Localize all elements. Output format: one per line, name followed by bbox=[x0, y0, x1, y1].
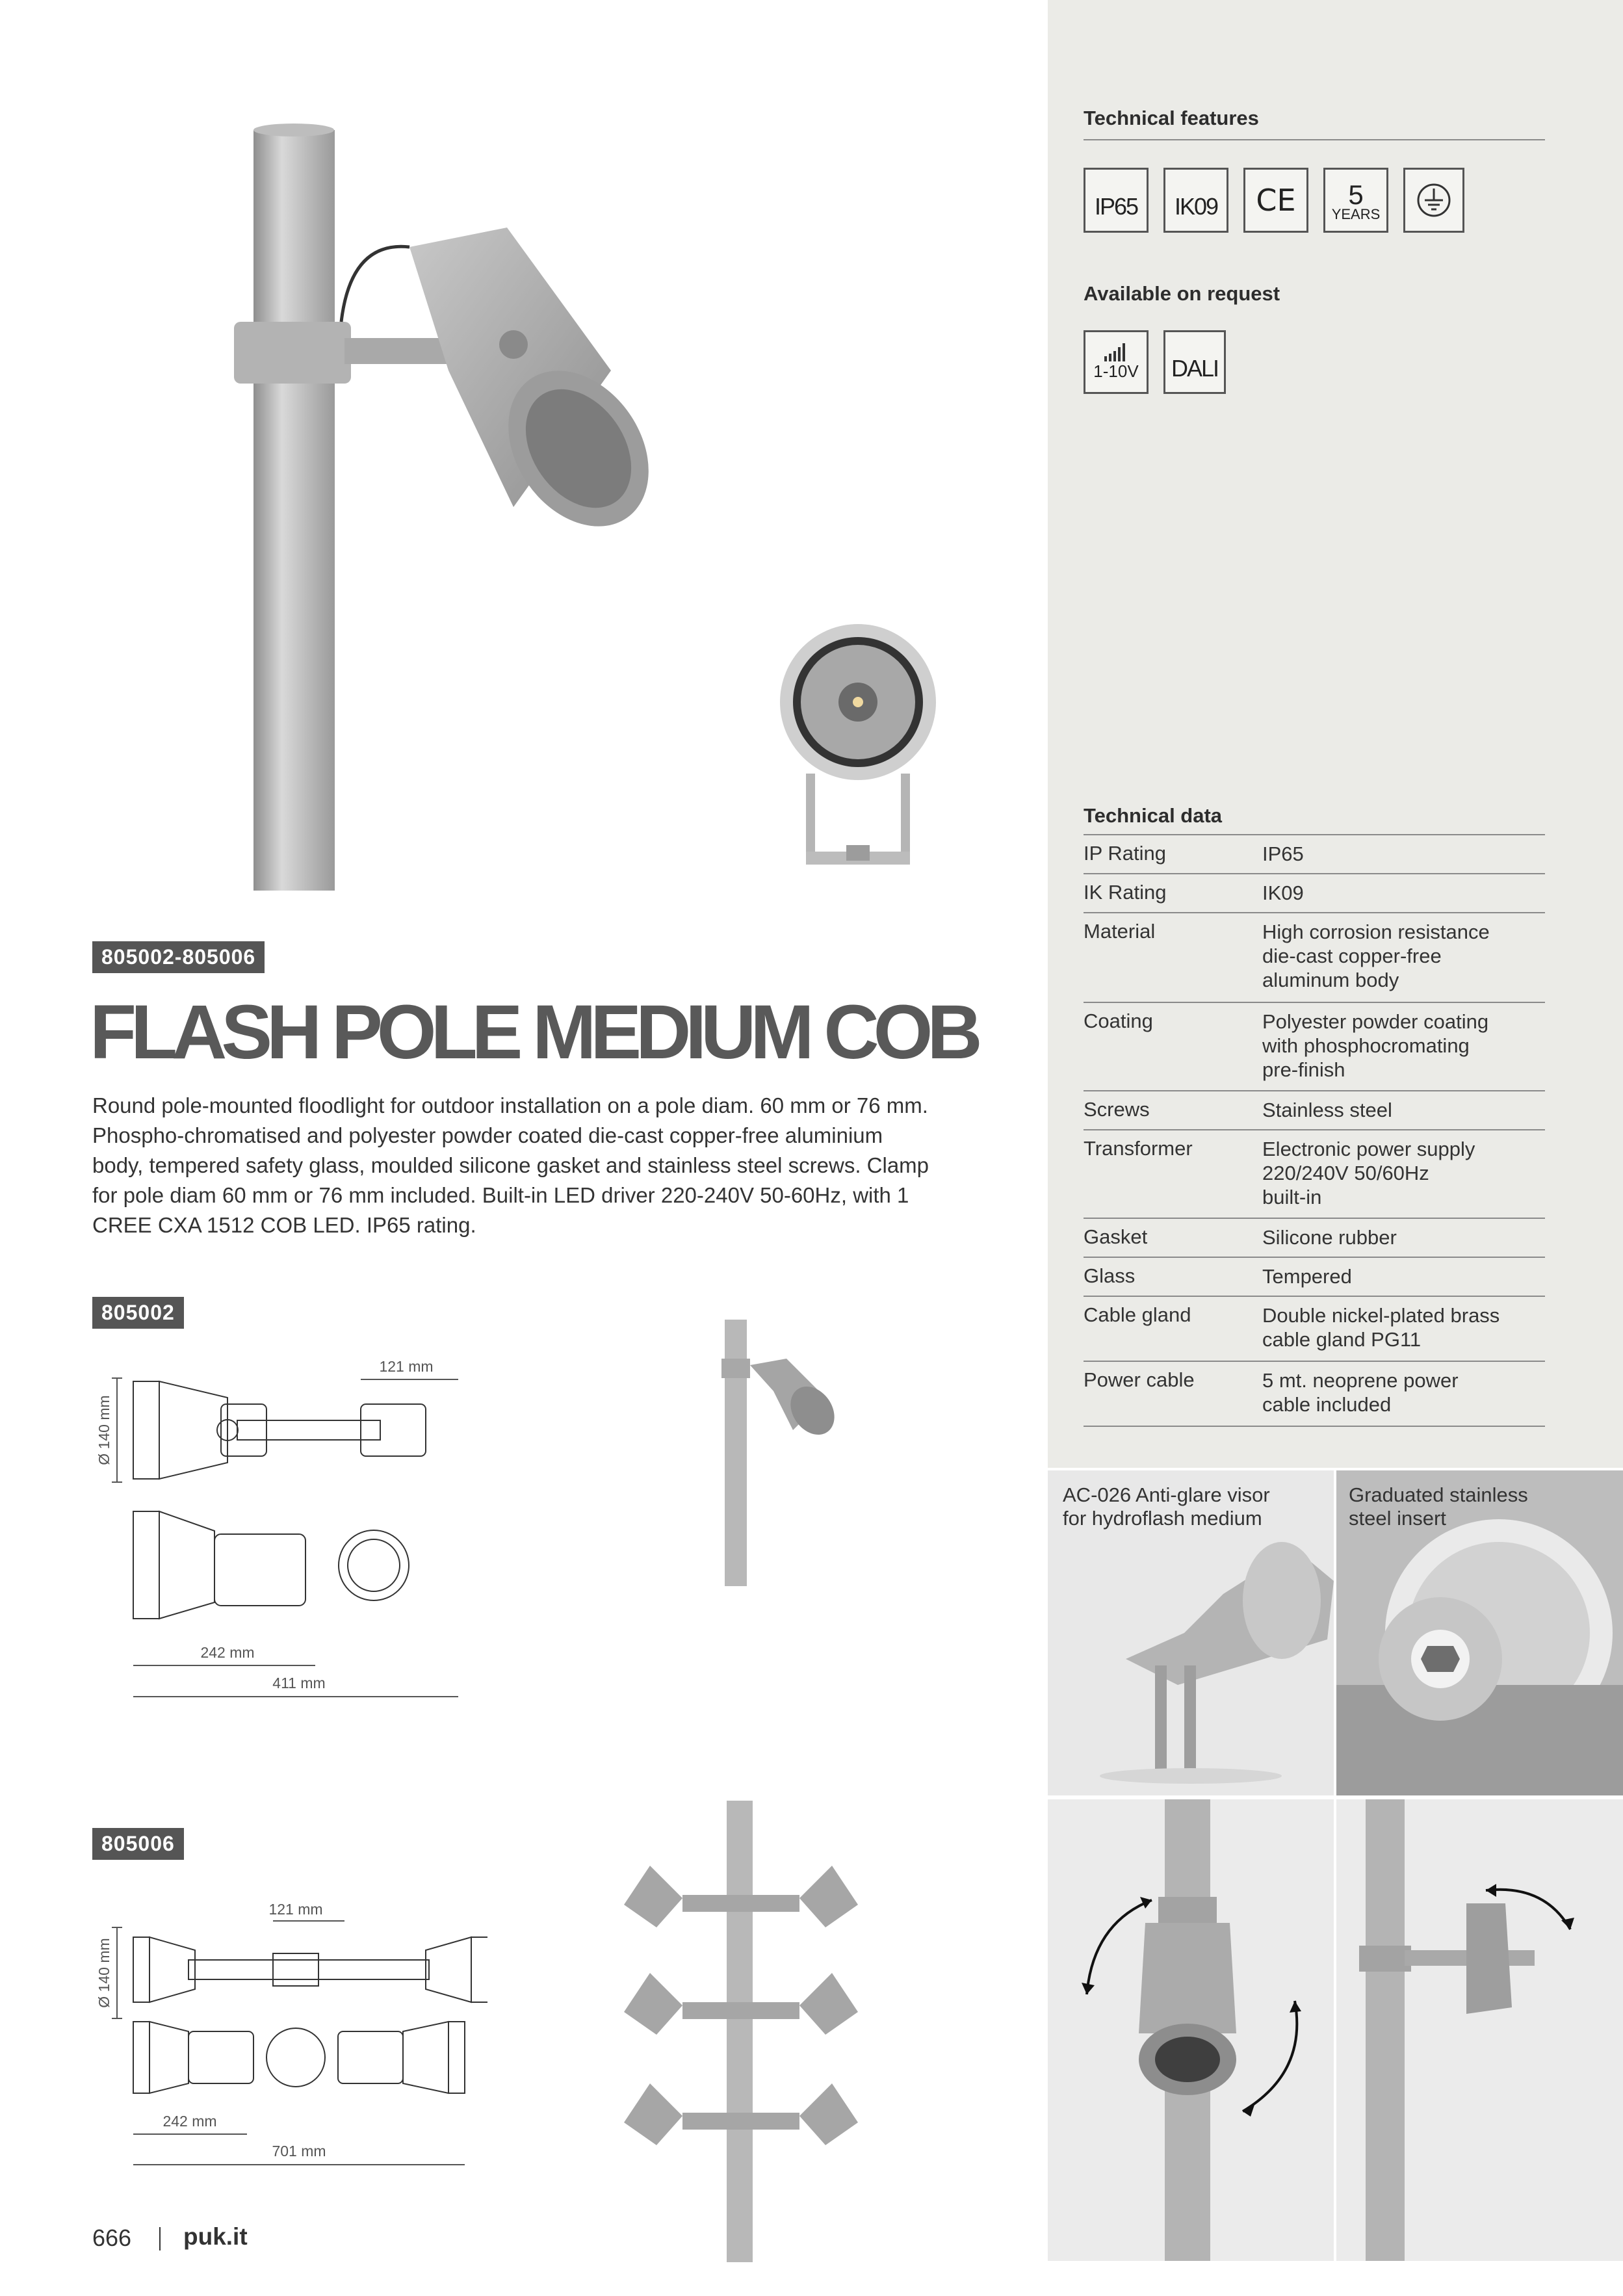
rotation-photo-1 bbox=[1048, 1799, 1334, 2261]
rotation-photo-2 bbox=[1336, 1799, 1623, 2261]
product-description: Round pole-mounted floodlight for outdoor installation on a pole diam. 60 mm or 76 mm. Phospho-chromatised and polyester powder coated die-cast copper-free aluminium body, tempered safety glass, moulded silicone gasket and stainless steel screws. Clamp for pole diam 60 mm or 76 mm included. Built-in LED driver 220-240V 50-60Hz, with 1 CREE CXA 1512 COB LED. IP65 rating. bbox=[92, 1093, 929, 1237]
footer-separator bbox=[159, 2227, 161, 2250]
ce-label: CE bbox=[1256, 183, 1296, 218]
accessory-visor-caption: AC-026 Anti-glare visor for hydroflash medium bbox=[1063, 1483, 1270, 1530]
tech-row-gasket bbox=[1084, 1219, 1545, 1258]
tech-row-coating bbox=[1084, 1003, 1545, 1091]
variant-code-805002: 805002 bbox=[92, 1297, 184, 1329]
rotation-image-1 bbox=[1048, 1799, 1334, 2261]
tech-value: 5 mt. neoprene power cable included bbox=[1262, 1369, 1459, 1416]
tech-label: Cable gland bbox=[1084, 1303, 1191, 1326]
product-codes-tag: 805002-805006 bbox=[92, 941, 265, 973]
dim-clamp: 121 mm bbox=[268, 1901, 323, 1918]
variant-805002-photo bbox=[715, 1313, 884, 1586]
variant-code-805006: 805006 bbox=[92, 1828, 184, 1860]
page-title: FLASH POLE MEDIUM COB bbox=[90, 989, 977, 1075]
tech-row-ik bbox=[1084, 874, 1545, 913]
tech-value: Polyester powder coating with phosphocromating pre-finish bbox=[1262, 1010, 1489, 1081]
tech-value: Stainless steel bbox=[1262, 1099, 1392, 1121]
ik09-icon bbox=[1163, 168, 1228, 233]
dim-body: 242 mm bbox=[162, 2113, 217, 2130]
tech-value: IP65 bbox=[1262, 842, 1304, 865]
tech-value: Silicone rubber bbox=[1262, 1226, 1397, 1249]
dim-clamp: 121 mm bbox=[379, 1358, 434, 1375]
dim-height: Ø 140 mm bbox=[96, 1395, 112, 1465]
warranty-icon bbox=[1323, 168, 1388, 233]
dimming-1-10v-icon bbox=[1084, 330, 1149, 394]
accessory-insert-caption: Graduated stainless steel insert bbox=[1349, 1483, 1528, 1530]
page-number: 666 bbox=[92, 2224, 132, 2251]
rotation-image-2 bbox=[1336, 1799, 1623, 2261]
dim-total: 701 mm bbox=[272, 2143, 326, 2159]
front-view-image bbox=[773, 618, 942, 878]
warranty-years: YEARS bbox=[1331, 206, 1381, 222]
dali-icon bbox=[1163, 330, 1226, 394]
technical-features-title: Technical features bbox=[1084, 107, 1259, 129]
earth-ground-icon bbox=[1403, 168, 1464, 233]
dimming-label: 1-10V bbox=[1093, 361, 1139, 381]
tech-label: Screws bbox=[1084, 1098, 1150, 1121]
tech-row-glass bbox=[1084, 1258, 1545, 1297]
ip65-label: IP65 bbox=[1094, 193, 1138, 220]
tech-label: Material bbox=[1084, 920, 1156, 943]
tech-value: High corrosion resistance die-cast copper-free aluminum body bbox=[1262, 920, 1490, 991]
dim-body: 242 mm bbox=[200, 1644, 255, 1661]
ip65-icon bbox=[1084, 168, 1149, 233]
ce-mark-icon bbox=[1243, 168, 1308, 233]
tech-row-material bbox=[1084, 913, 1545, 1003]
tech-value: Double nickel-plated brass cable gland PG11 bbox=[1262, 1304, 1500, 1351]
technical-drawing-805006 bbox=[84, 1888, 487, 2174]
tech-row-screws bbox=[1084, 1091, 1545, 1130]
dim-height: Ø 140 mm bbox=[96, 1938, 112, 2008]
divider bbox=[1084, 139, 1545, 140]
tech-label: Gasket bbox=[1084, 1225, 1148, 1248]
warranty-number: 5 bbox=[1348, 179, 1364, 210]
tech-value: Electronic power supply 220/240V 50/60Hz built-in bbox=[1262, 1138, 1475, 1208]
tech-label: Coating bbox=[1084, 1010, 1153, 1032]
tech-value: IK09 bbox=[1262, 881, 1304, 904]
tech-label: IP Rating bbox=[1084, 842, 1166, 865]
footer-site-link[interactable]: puk.it bbox=[183, 2223, 248, 2250]
dim-total: 411 mm bbox=[272, 1675, 326, 1691]
variant-805006-photo bbox=[611, 1794, 884, 2262]
tech-label: IK Rating bbox=[1084, 881, 1167, 904]
tech-row-power-cable bbox=[1084, 1362, 1545, 1427]
tech-label: Transformer bbox=[1084, 1137, 1193, 1160]
dali-label: DALI bbox=[1171, 355, 1219, 382]
tech-label: Power cable bbox=[1084, 1368, 1195, 1391]
technical-data-title: Technical data bbox=[1084, 804, 1223, 827]
signal-bars-icon bbox=[1103, 343, 1129, 361]
hero-product-image bbox=[195, 98, 780, 897]
tech-row-transformer bbox=[1084, 1130, 1545, 1219]
available-on-request-title: Available on request bbox=[1084, 282, 1280, 305]
tech-row-ip bbox=[1084, 835, 1545, 874]
tech-value: Tempered bbox=[1262, 1265, 1352, 1288]
tech-label: Glass bbox=[1084, 1264, 1136, 1287]
technical-drawing-805002 bbox=[84, 1352, 487, 1703]
tech-row-cable-gland bbox=[1084, 1297, 1545, 1362]
ik09-label: IK09 bbox=[1174, 193, 1218, 220]
